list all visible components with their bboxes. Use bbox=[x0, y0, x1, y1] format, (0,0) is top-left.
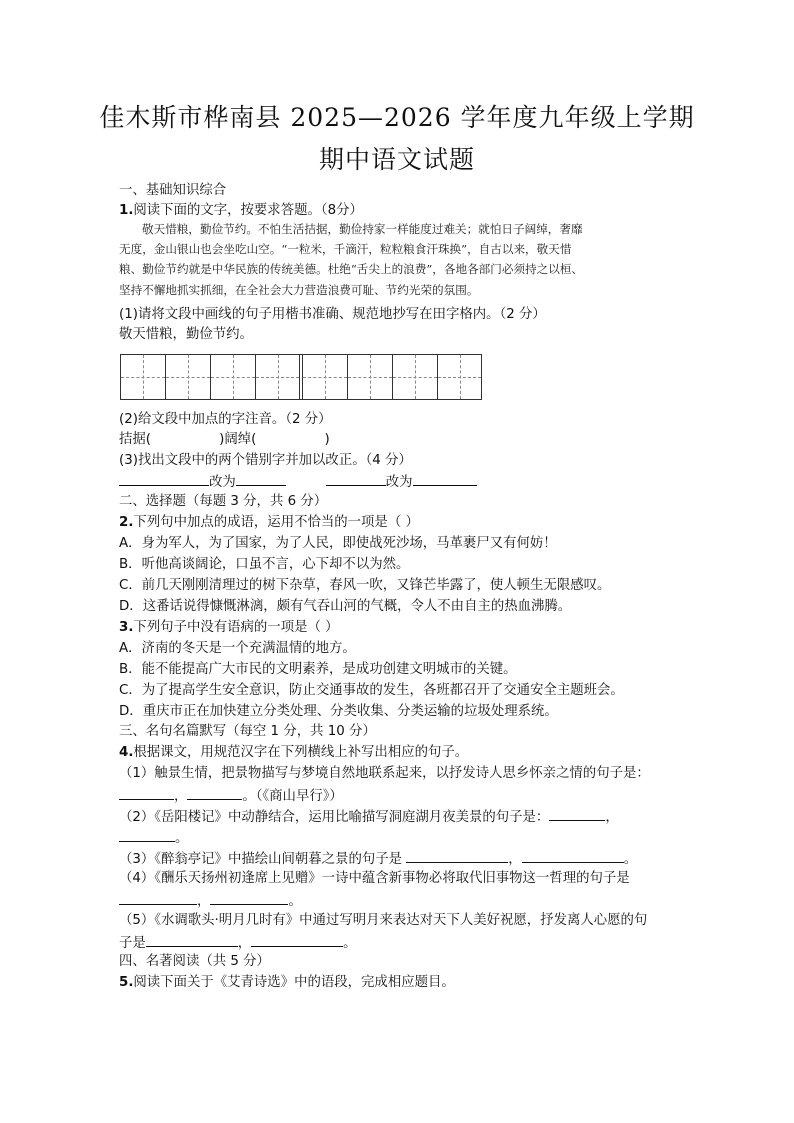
q3-option-a: A．济南的冬天是一个充满温情的地方。 bbox=[119, 641, 356, 656]
sub3-word2: 改为 bbox=[385, 475, 413, 490]
tianzige-grid[interactable] bbox=[120, 354, 482, 400]
q2-option-c: C．前几天刚刚清理过的树下杂草，春风一吹，又锋芒毕露了，使人顿生无限感叹。 bbox=[119, 578, 611, 593]
passage-line-4: 坚持不懈地抓实抓细，在全社会大力营造浪费可耻、节约光荣的氛围。 bbox=[119, 282, 479, 297]
q1-stem: 1.阅读下面的文字，按要求答题。（8分） bbox=[119, 203, 363, 218]
tianzige-cell[interactable] bbox=[210, 355, 255, 399]
answer-blank[interactable] bbox=[413, 471, 477, 486]
q4-item4-answer: ， 。 bbox=[119, 890, 302, 912]
q4-stem: 4.根据课文，用规范汉字在下列横线上补写出相应的句子。 bbox=[119, 745, 469, 760]
tianzige-group-1 bbox=[120, 355, 300, 399]
tianzige-group-2 bbox=[302, 355, 482, 399]
q1-sub3-answer bbox=[119, 471, 477, 493]
answer-blank[interactable] bbox=[236, 471, 286, 486]
answer-blank[interactable] bbox=[119, 785, 174, 800]
answer-blank[interactable] bbox=[119, 890, 197, 905]
q1-sub2: (2)给文段中加点的字注音。（2 分） bbox=[119, 412, 332, 427]
tianzige-cell[interactable] bbox=[437, 355, 482, 399]
q4-item2: （2）《岳阳楼记》中动静结合，运用比喻描写洞庭湖月夜美景的句子是： ， bbox=[119, 806, 619, 828]
q5-stem: 5.阅读下面关于《艾青诗选》中的语段，完成相应题目。 bbox=[119, 975, 455, 990]
tianzige-cell[interactable] bbox=[302, 355, 347, 399]
exam-title-line2: 期中语文试题 bbox=[318, 145, 475, 174]
answer-blank[interactable] bbox=[146, 932, 238, 947]
answer-blank[interactable] bbox=[406, 848, 508, 863]
tianzige-cell[interactable] bbox=[120, 355, 165, 399]
answer-blank[interactable] bbox=[187, 785, 242, 800]
answer-blank[interactable] bbox=[522, 848, 624, 863]
exam-title-line1: 佳木斯市桦南县 2025—2026 学年度九年级上学期 bbox=[99, 103, 695, 132]
q1-sub1: (1)请将文段中画线的句子用楷书准确、规范地抄写在田字格内。（2 分） bbox=[119, 307, 546, 322]
answer-blank[interactable] bbox=[210, 890, 288, 905]
q2-stem: 2.下列句中加点的成语，运用不恰当的一项是（ ） bbox=[119, 515, 419, 530]
tianzige-cell[interactable] bbox=[255, 355, 300, 399]
section2-heading: 二、选择题（每题 3 分，共 6 分） bbox=[119, 494, 328, 509]
section3-heading: 三、名句名篇默写（每空 1 分，共 10 分） bbox=[119, 724, 376, 739]
q1-sub3: (3)找出文段中的两个错别字并加以改正。（4 分） bbox=[119, 453, 412, 468]
section1-heading: 一、基础知识综合 bbox=[119, 183, 227, 198]
q1-sub1-text: 敬天惜粮，勤俭节约。 bbox=[119, 327, 253, 342]
section4-heading: 四、名著阅读（共 5 分） bbox=[119, 954, 270, 969]
item1-source: 。（《商山早行》） bbox=[242, 789, 343, 804]
q4-item5: （5）《水调歌头·明月几时有》中通过写明月来表达对天下人美好祝愿，抒发离人心愿的句 bbox=[119, 913, 648, 928]
passage-line-1: 敬天惜粮，勤俭节约。不怕生活拮据，勤俭持家一样能度过难关；就怕日子阔绰，奢靡 bbox=[142, 222, 583, 236]
q2-option-b: B．听他高谈阔论，口虽不言，心下却不以为然。 bbox=[119, 557, 410, 572]
q4-item1-answer: ， 。（《商山早行》） bbox=[119, 785, 343, 807]
answer-blank[interactable] bbox=[251, 932, 343, 947]
passage-line-2: 无度，金山银山也会坐吃山空。“一粒米，千滴汗，粒粒粮食汗珠换”，自古以来，敬天惜 bbox=[119, 242, 572, 257]
q4-item3: （3）《醉翁亭记》中描绘山间朝暮之景的句子是 ， 。 bbox=[119, 848, 637, 870]
q1-sub2-line: 拮据( )阔绰( ) bbox=[119, 432, 330, 447]
q4-item2-answer: 。 bbox=[119, 827, 188, 849]
tianzige-cell[interactable] bbox=[392, 355, 437, 399]
q2-option-a: A．身为军人，为了国家，为了人民，即使战死沙场，马革裹尸又有何妨！ bbox=[119, 536, 557, 551]
q4-item1: （1）触景生情，把景物描写与梦境自然地联系起来，以抒发诗人思乡怀亲之情的句子是： bbox=[119, 766, 650, 781]
sub3-word1: 改为 bbox=[209, 475, 236, 490]
q3-option-d: D．重庆市正在加快建立分类处理、分类收集、分类运输的垃圾处理系统。 bbox=[119, 704, 558, 719]
q2-option-d: D．这番话说得慷慨淋漓，颇有气吞山河的气概，令人不由自主的热血沸腾。 bbox=[119, 599, 572, 614]
tianzige-cell[interactable] bbox=[347, 355, 392, 399]
q1-passage bbox=[119, 219, 675, 300]
q4-item4: （4）《酬乐天扬州初逢席上见赠》一诗中蕴含新事物必将取代旧事物这一哲理的句子是 bbox=[119, 871, 630, 886]
answer-blank[interactable] bbox=[326, 471, 386, 486]
q3-option-c: C．为了提高学生安全意识，防止交通事故的发生，各班都召开了交通安全主题班会。 bbox=[119, 683, 624, 698]
q3-option-b: B．能不能提高广大市民的文明素养，是成功创建文明城市的关键。 bbox=[119, 662, 517, 677]
q4-item5-answer: 子是 ， 。 bbox=[119, 932, 357, 954]
answer-blank[interactable] bbox=[119, 471, 209, 486]
tianzige-cell[interactable] bbox=[165, 355, 210, 399]
answer-blank[interactable] bbox=[549, 806, 605, 821]
q3-stem: 3.下列句子中没有语病的一项是（ ） bbox=[119, 620, 339, 635]
passage-line-3: 粮、勤俭节约就是中华民族的传统美德。杜绝“舌尖上的浪费”，各地各部门必须持之以桓、 bbox=[119, 262, 584, 277]
answer-blank[interactable] bbox=[119, 827, 175, 842]
